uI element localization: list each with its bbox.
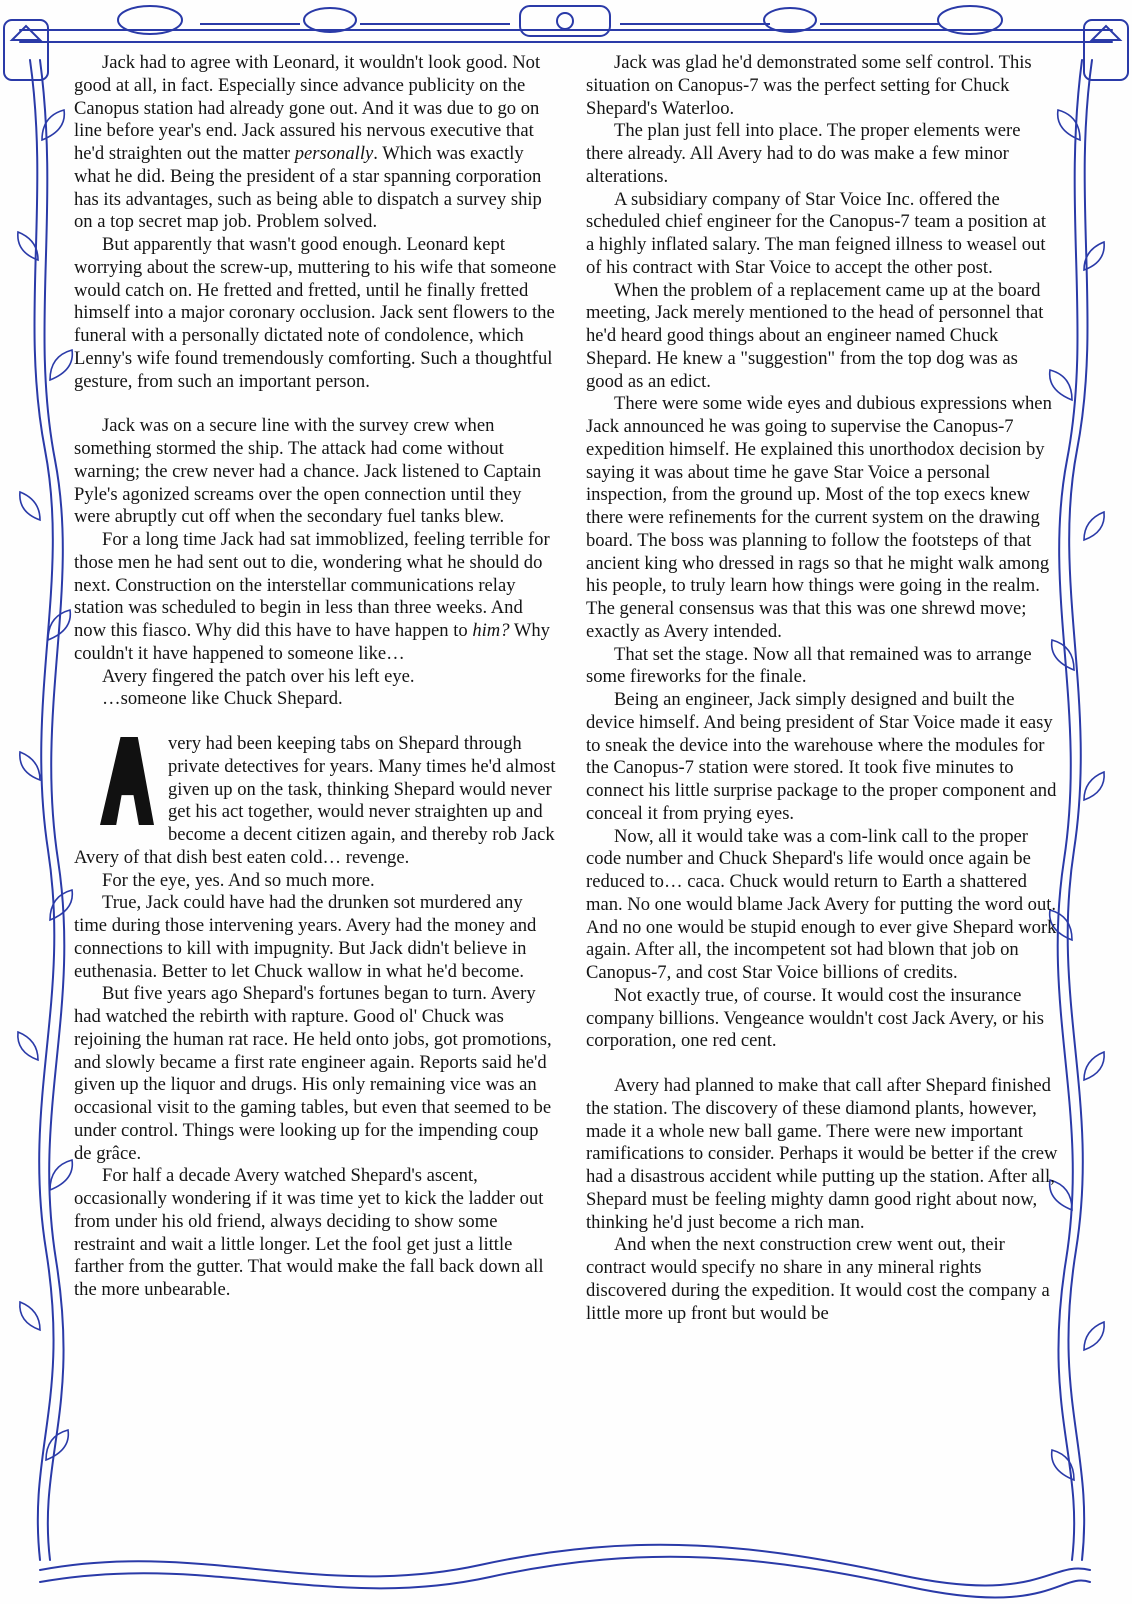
paragraph: Not exactly true, of course. It would cost the insurance company billions. Vengeance wouldn't cost Jack Avery, or his corporation, one red cent. [586,984,1044,1052]
left-column [74,52,558,1302]
paragraph: Avery had planned to make that call after Shepard finished the station. The discovery of these diamond plants, however, made it a whole new ball game. There were new important ramifications to consider. Perhaps it would be better if the crew had a disastrous accident while putting up the station. After all, Shepard must be feeling mighty damn good right about now, thinking he'd just become a rich man. [586,1075,1058,1233]
paragraph: …someone like Chuck Shepard. [102,688,343,710]
paragraph: For half a decade Avery watched Shepard's ascent, occasionally wondering if it was time yet to kick the ladder out from under his old friend, always deciding to show some restraint and wait a little longer. Let the fool get just a little farther from the gutter. That would make the fall back down all the more unbearable. [74,1165,544,1300]
paragraph: But apparently that wasn't good enough. Leonard kept worrying about the screw-up, muttering to his wife that someone would catch on. He fretted and fretted, until he finally fretted himself into a major coronary occlusion. Jack sent flowers to the funeral with a personally dictated note of condolence, which Lenny's wife found tremendously comforting. Such a thoughtful gesture, from such an important person. [74,234,557,392]
paragraph: A subsidiary company of Star Voice Inc. offered the scheduled chief engineer for the Canopus-7 team a position at a highly inflated salary. The man feigned illness to weasel out of his contract with Star Voice to accept the other post. [586,188,1047,278]
paragraph: True, Jack could have had the drunken sot murdered any time during those intervening years. Avery had the money and connections to kill with impugnity. But Jack didn't believe in euthenasia. Better to let Chuck wallow in what he'd become. [74,892,537,982]
paragraph: Avery fingered the patch over his left eye. [102,665,415,687]
paragraph: Jack was glad he'd demonstrated some self control. This situation on Canopus-7 was the perfect setting for Chuck Shepard's Waterloo. [586,52,1032,119]
paragraph: The plan just fell into place. The proper elements were there already. All Avery had to do was make a few minor alterations. [586,120,1021,187]
paragraph: And when the next construction crew went out, their contract would specify no share in any mineral rights discovered during the expedition. It would cost the company a little more up front but would be [586,1234,1050,1324]
right-column [586,52,1058,1325]
paragraph: When the problem of a replacement came up at the board meeting, Jack merely mentioned to the head of personnel that he'd heard good things about an engineer named Chuck Shepard. He knew a "suggestion" from the top dog was as good as an edict. [586,279,1044,392]
paragraph: Jack was on a secure line with the survey crew when something stormed the ship. The attack had come without warning; the crew never had a chance. Jack listened to Captain Pyle's agonized screams over the open connection until they were abruptly cut off when the secondary fuel tanks blew. [74,415,542,528]
paragraph: Now, all it would take was a com-link call to the proper code number and Chuck Shepard's life would once again be reduced to… caca. Chuck would return to Earth a shattered man. No one would blame Jack Avery for putting the word out. And no one would be stupid enough to ever give Shepard work again. After all, the incompetent sot had blown that job on Canopus-7, and cost Star Voice billions of credits. [586,825,1057,983]
paragraph: Jack had to agree with Leonard, it wouldn't look good. Not good at all, in fact. Especially since advance publicity on the Canopus station had already gone out. And it was due to go on line before year's end. Jack assured his nervous executive that he'd straighten out the matter personally. Which was exactly what he did. Being the president of a star spanning corporation has its advantages, such as being able to dispatch a survey ship on a top secret map job. Problem solved. [74,52,542,233]
paragraph: very had been keeping tabs on Shepard through private detectives for years. Many times he'd almost given up on the task, thinking Shepard would never get his act together, would never straighten up and become a decent citizen again, and thereby rob Jack Avery of that dish best eaten cold… revenge. [74,733,556,868]
dropcap-paragraph [74,733,558,870]
paragraph: For a long time Jack had sat immoblized, feeling terrible for those men he had sent out to die, wondering what he should do next. Construction on the interstellar communications relay station was scheduled to begin in less than three weeks. And now this fiasco. Why did this have to have happen to him? Why couldn't it have happened to someone like… [74,529,550,664]
paragraph: For the eye, yes. And so much more. [102,869,375,891]
paragraph: That set the stage. Now all that remained was to arrange some fireworks for the finale. [586,643,1032,688]
paragraph: There were some wide eyes and dubious expressions when Jack announced he was going to supervise the Canopus-7 expedition himself. He explained this unorthodox decision by saying it was about time he gave Star Voice a personal inspection, from the ground up. Most of the top execs knew there were refinements for the current system on the drawing board. The boss was planning to follow the footsteps of that ancient king who dressed in rags so that he might walk among his people, to truly learn how things were going in the realm. The general consensus was that this was one shrewd move; exactly as Avery intended. [586,393,1052,642]
paragraph: Being an engineer, Jack simply designed and built the device himself. And being president of Star Voice made it easy to sneak the device into the warehouse where the modules for the Canopus-7 station were stored. It took five minutes to connect his little surprise package to the proper component and conceal it from prying eyes. [586,689,1057,824]
paragraph: But five years ago Shepard's fortunes began to turn. Avery had watched the rebirth with rapture. Good ol' Chuck was rejoining the human rat race. He held onto jobs, got promotions, and slowly became a first rate engineer again. Reports said he'd given up the liquor and drugs. His only remaining vice was an occasional visit to the gaming tables, but even that seemed to be under control. Things were looking up for the impending coup de grâce. [74,983,552,1164]
